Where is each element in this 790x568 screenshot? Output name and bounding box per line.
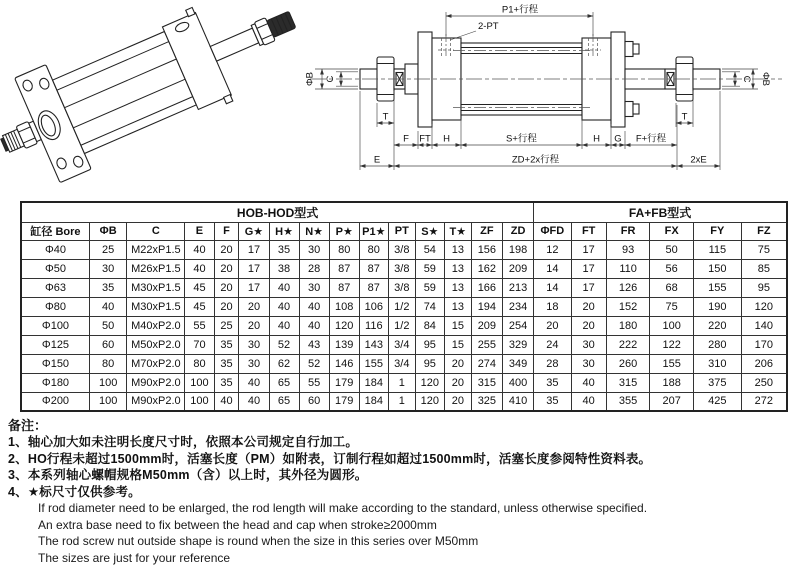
dim-label-port: 2-PT	[478, 21, 499, 32]
table-cell: 166	[471, 278, 502, 297]
table-cell: 209	[502, 259, 533, 278]
table-cell: Φ100	[21, 316, 89, 335]
dim-label-h-left: H	[443, 133, 450, 145]
table-cell: 222	[606, 335, 650, 354]
table-column-header-14: ZD	[502, 222, 533, 240]
table-cell: 56	[650, 259, 694, 278]
table-cell: 254	[502, 316, 533, 335]
table-group-header-0: HOB-HOD型式	[21, 202, 534, 222]
table-column-header-18: FX	[650, 222, 694, 240]
table-cell: M40xP2.0	[127, 316, 185, 335]
table-cell: 13	[444, 259, 471, 278]
table-cell: 87	[359, 278, 388, 297]
table-cell: 55	[299, 373, 329, 392]
table-cell: 43	[299, 335, 329, 354]
table-cell: 17	[571, 278, 606, 297]
table-row	[21, 392, 787, 411]
table-cell: 100	[185, 392, 214, 411]
table-cell: M70xP2.0	[127, 354, 185, 373]
table-row	[21, 373, 787, 392]
table-cell: 95	[415, 354, 444, 373]
dim-label-c-left: C	[325, 75, 336, 83]
table-cell: 40	[571, 373, 606, 392]
table-cell: 59	[415, 259, 444, 278]
dim-label-phib-right: ΦB	[760, 72, 771, 86]
table-cell: 65	[269, 392, 299, 411]
table-cell: 146	[329, 354, 359, 373]
table-column-header-15: ΦFD	[534, 222, 571, 240]
table-column-header-6: H★	[269, 222, 299, 240]
spec-table-head	[21, 202, 787, 240]
table-column-header-11: S★	[415, 222, 444, 240]
table-cell: 13	[444, 297, 471, 316]
table-cell: M90xP2.0	[127, 392, 185, 411]
table-cell: 20	[239, 297, 269, 316]
table-cell: 116	[359, 316, 388, 335]
table-cell: 13	[444, 240, 471, 259]
table-cell: 198	[502, 240, 533, 259]
table-cell: 110	[606, 259, 650, 278]
table-cell: 400	[502, 373, 533, 392]
dim-label-g: G	[614, 133, 622, 145]
table-column-header-7: N★	[299, 222, 329, 240]
table-cell: 120	[415, 373, 444, 392]
table-cell: 95	[741, 278, 787, 297]
table-cell: 40	[239, 373, 269, 392]
table-cell: 410	[502, 392, 533, 411]
table-column-header-12: T★	[444, 222, 471, 240]
table-cell: 20	[214, 278, 239, 297]
dim-label-2xe: 2xE	[690, 154, 707, 166]
table-column-header-8: P★	[329, 222, 359, 240]
table-row	[21, 316, 787, 335]
table-cell: 179	[329, 373, 359, 392]
table-row	[21, 354, 787, 373]
table-cell: 152	[606, 297, 650, 316]
table-cell: 150	[693, 259, 741, 278]
table-cell: 1	[388, 373, 415, 392]
table-cell: 70	[185, 335, 214, 354]
table-cell: M26xP1.5	[127, 259, 185, 278]
table-cell: 52	[269, 335, 299, 354]
table-cell: 209	[471, 316, 502, 335]
table-cell: 45	[185, 278, 214, 297]
table-cell: 155	[650, 354, 694, 373]
table-cell: 35	[89, 278, 126, 297]
table-cell: 3/4	[388, 335, 415, 354]
table-column-header-3: E	[185, 222, 214, 240]
table-cell: 180	[606, 316, 650, 335]
table-cell: 30	[571, 335, 606, 354]
table-cell: 80	[185, 354, 214, 373]
table-cell: 80	[359, 240, 388, 259]
dim-label-f: F	[403, 133, 409, 145]
dim-label-t-right: T	[681, 111, 688, 123]
table-cell: Φ200	[21, 392, 89, 411]
table-cell: 106	[359, 297, 388, 316]
table-cell: 310	[693, 354, 741, 373]
table-cell: 65	[269, 373, 299, 392]
table-column-header-20: FZ	[741, 222, 787, 240]
note-en-3: The rod screw nut outside shape is round when the size in this series over M50mm	[38, 534, 479, 548]
table-cell: 40	[571, 392, 606, 411]
table-cell: 87	[329, 259, 359, 278]
table-cell: 115	[693, 240, 741, 259]
dim-label-t-left: T	[382, 111, 389, 123]
table-cell: 40	[185, 240, 214, 259]
table-cell: 35	[534, 392, 571, 411]
table-column-header-0: 缸径 Bore	[21, 222, 89, 240]
table-cell: 120	[329, 316, 359, 335]
table-cell: 143	[359, 335, 388, 354]
table-cell: 14	[534, 278, 571, 297]
table-cell: 1/2	[388, 297, 415, 316]
table-cell: 62	[269, 354, 299, 373]
table-cell: 280	[693, 335, 741, 354]
table-cell: 40	[299, 297, 329, 316]
table-cell: 50	[650, 240, 694, 259]
notes-title: 备注：	[8, 418, 48, 433]
table-cell: 60	[89, 335, 126, 354]
table-cell: 3/8	[388, 240, 415, 259]
table-cell: 20	[534, 316, 571, 335]
table-cell: 329	[502, 335, 533, 354]
table-cell: 40	[89, 297, 126, 316]
table-cell: Φ50	[21, 259, 89, 278]
table-row	[21, 335, 787, 354]
table-cell: 325	[471, 392, 502, 411]
table-cell: 17	[239, 278, 269, 297]
table-cell: 20	[239, 316, 269, 335]
table-cell: 234	[502, 297, 533, 316]
table-cell: 184	[359, 373, 388, 392]
table-cell: M90xP2.0	[127, 373, 185, 392]
table-column-header-10: PT	[388, 222, 415, 240]
table-column-header-13: ZF	[471, 222, 502, 240]
table-cell: 122	[650, 335, 694, 354]
table-cell: 28	[534, 354, 571, 373]
table-cell: 40	[299, 316, 329, 335]
table-cell: 274	[471, 354, 502, 373]
table-cell: 375	[693, 373, 741, 392]
table-cell: 315	[606, 373, 650, 392]
table-cell: 179	[329, 392, 359, 411]
table-cell: 80	[89, 354, 126, 373]
dim-label-phib-left: ΦB	[304, 72, 316, 86]
table-cell: Φ150	[21, 354, 89, 373]
table-column-header-16: FT	[571, 222, 606, 240]
dim-label-zd-stroke: ZD+2x行程	[511, 154, 560, 166]
table-cell: 40	[239, 392, 269, 411]
table-cell: M30xP1.5	[127, 278, 185, 297]
table-cell: 45	[185, 297, 214, 316]
table-cell: 250	[741, 373, 787, 392]
table-cell: 84	[415, 316, 444, 335]
table-cell: 68	[650, 278, 694, 297]
table-cell: 20	[444, 354, 471, 373]
table-cell: 155	[359, 354, 388, 373]
note-cn-1: 1、轴心加大如未注明长度尺寸时，依照本公司规定自行加工。	[8, 435, 359, 449]
drawings-section	[0, 0, 790, 196]
table-cell: 30	[239, 335, 269, 354]
table-cell: 20	[571, 316, 606, 335]
isometric-cylinder-drawing	[0, 0, 300, 196]
table-cell: M30xP1.5	[127, 297, 185, 316]
table-cell: 95	[415, 335, 444, 354]
table-cell: 162	[471, 259, 502, 278]
table-cell: 75	[650, 297, 694, 316]
table-cell: M22xP1.5	[127, 240, 185, 259]
table-cell: 50	[89, 316, 126, 335]
table-cell: 35	[214, 354, 239, 373]
table-cell: 35	[214, 373, 239, 392]
table-cell: 59	[415, 278, 444, 297]
dim-label-f-stroke: F+行程	[635, 133, 667, 145]
table-cell: 35	[214, 335, 239, 354]
table-row	[21, 297, 787, 316]
table-cell: 255	[471, 335, 502, 354]
dim-label-p1-stroke: P1+行程	[501, 4, 539, 16]
table-cell: 206	[741, 354, 787, 373]
table-cell: 40	[269, 316, 299, 335]
spec-table-body	[21, 240, 787, 411]
table-cell: 25	[214, 316, 239, 335]
table-cell: 17	[571, 240, 606, 259]
table-cell: 194	[471, 297, 502, 316]
table-column-header-17: FR	[606, 222, 650, 240]
table-cell: 20	[444, 392, 471, 411]
note-cn-4: 4、★标尺寸仅供参考。	[8, 484, 141, 499]
dim-label-s-stroke: S+行程	[506, 133, 537, 145]
table-cell: Φ80	[21, 297, 89, 316]
table-cell: 74	[415, 297, 444, 316]
table-row	[21, 278, 787, 297]
table-cell: 1/2	[388, 316, 415, 335]
table-cell: 100	[89, 392, 126, 411]
table-group-header-1: FA+FB型式	[534, 202, 787, 222]
table-cell: 28	[299, 259, 329, 278]
table-cell: 100	[185, 373, 214, 392]
table-row	[21, 240, 787, 259]
table-cell: 75	[741, 240, 787, 259]
table-cell: Φ180	[21, 373, 89, 392]
table-cell: 17	[571, 259, 606, 278]
table-cell: 24	[534, 335, 571, 354]
table-cell: 315	[471, 373, 502, 392]
table-cell: 17	[239, 240, 269, 259]
table-cell: 40	[269, 278, 299, 297]
table-cell: 100	[89, 373, 126, 392]
table-cell: 85	[741, 259, 787, 278]
table-cell: 126	[606, 278, 650, 297]
table-column-header-19: FY	[693, 222, 741, 240]
table-cell: Φ125	[21, 335, 89, 354]
table-cell: 184	[359, 392, 388, 411]
table-cell: 30	[571, 354, 606, 373]
table-cell: 220	[693, 316, 741, 335]
table-column-header-4: F	[214, 222, 239, 240]
table-cell: 139	[329, 335, 359, 354]
note-en-2: An extra base need to fix between the head and cap when stroke≥2000mm	[38, 517, 437, 532]
table-cell: 20	[214, 240, 239, 259]
table-cell: 20	[571, 297, 606, 316]
table-cell: 15	[444, 335, 471, 354]
table-cell: 30	[299, 278, 329, 297]
note-cn-2: 2、HO行程未超过1500mm时，活塞长度（PM）如附表，订制行程如超过1500mm时，活塞长度参阅特性资料表。	[8, 451, 652, 466]
table-cell: 1	[388, 392, 415, 411]
table-cell: 18	[534, 297, 571, 316]
table-cell: 15	[444, 316, 471, 335]
table-cell: 156	[471, 240, 502, 259]
table-cell: 20	[444, 373, 471, 392]
table-cell: Φ40	[21, 240, 89, 259]
table-cell: Φ63	[21, 278, 89, 297]
table-cell: 30	[239, 354, 269, 373]
table-cell: 207	[650, 392, 694, 411]
table-column-header-1: ΦB	[89, 222, 126, 240]
table-cell: 30	[89, 259, 126, 278]
table-cell: 40	[269, 297, 299, 316]
table-cell: M50xP2.0	[127, 335, 185, 354]
table-cell: 40	[214, 392, 239, 411]
table-cell: 87	[359, 259, 388, 278]
table-column-header-5: G★	[239, 222, 269, 240]
table-cell: 100	[650, 316, 694, 335]
table-cell: 17	[239, 259, 269, 278]
table-cell: 40	[185, 259, 214, 278]
note-en-1: If rod diameter need to be enlarged, the rod length will make according to the standard, unless otherwise specified.	[38, 501, 648, 515]
table-row	[21, 259, 787, 278]
table-cell: 349	[502, 354, 533, 373]
table-cell: 60	[299, 392, 329, 411]
table-cell: 20	[214, 259, 239, 278]
table-cell: 190	[693, 297, 741, 316]
table-cell: 12	[534, 240, 571, 259]
table-cell: 213	[502, 278, 533, 297]
table-cell: 425	[693, 392, 741, 411]
table-cell: 155	[693, 278, 741, 297]
table-cell: 188	[650, 373, 694, 392]
table-cell: 80	[329, 240, 359, 259]
spec-table	[20, 201, 788, 412]
dim-label-h-right: H	[593, 133, 600, 145]
dim-label-e: E	[373, 154, 381, 166]
table-cell: 3/8	[388, 259, 415, 278]
dim-label-c-right: C	[741, 75, 752, 83]
table-cell: 20	[214, 297, 239, 316]
dim-label-ft: FT	[419, 133, 431, 145]
dimension-drawing	[300, 0, 790, 196]
table-column-header-2: C	[127, 222, 185, 240]
table-cell: 260	[606, 354, 650, 373]
table-cell: 93	[606, 240, 650, 259]
table-cell: 52	[299, 354, 329, 373]
table-cell: 3/4	[388, 354, 415, 373]
table-cell: 30	[299, 240, 329, 259]
table-cell: 108	[329, 297, 359, 316]
note-cn-3: 3、本系列轴心螺帽规格M50mm（含）以上时，其外径为圆形。	[8, 468, 368, 482]
notes-section	[8, 417, 786, 566]
table-cell: 355	[606, 392, 650, 411]
note-en-4: The sizes are just for your reference	[38, 550, 231, 565]
table-cell: 14	[534, 259, 571, 278]
table-cell: 87	[329, 278, 359, 297]
table-cell: 35	[269, 240, 299, 259]
table-cell: 13	[444, 278, 471, 297]
table-cell: 272	[741, 392, 787, 411]
table-column-header-9: P1★	[359, 222, 388, 240]
table-cell: 38	[269, 259, 299, 278]
table-cell: 120	[741, 297, 787, 316]
table-cell: 120	[415, 392, 444, 411]
table-cell: 25	[89, 240, 126, 259]
table-cell: 55	[185, 316, 214, 335]
table-cell: 170	[741, 335, 787, 354]
table-cell: 35	[534, 373, 571, 392]
table-cell: 54	[415, 240, 444, 259]
table-cell: 140	[741, 316, 787, 335]
table-cell: 3/8	[388, 278, 415, 297]
